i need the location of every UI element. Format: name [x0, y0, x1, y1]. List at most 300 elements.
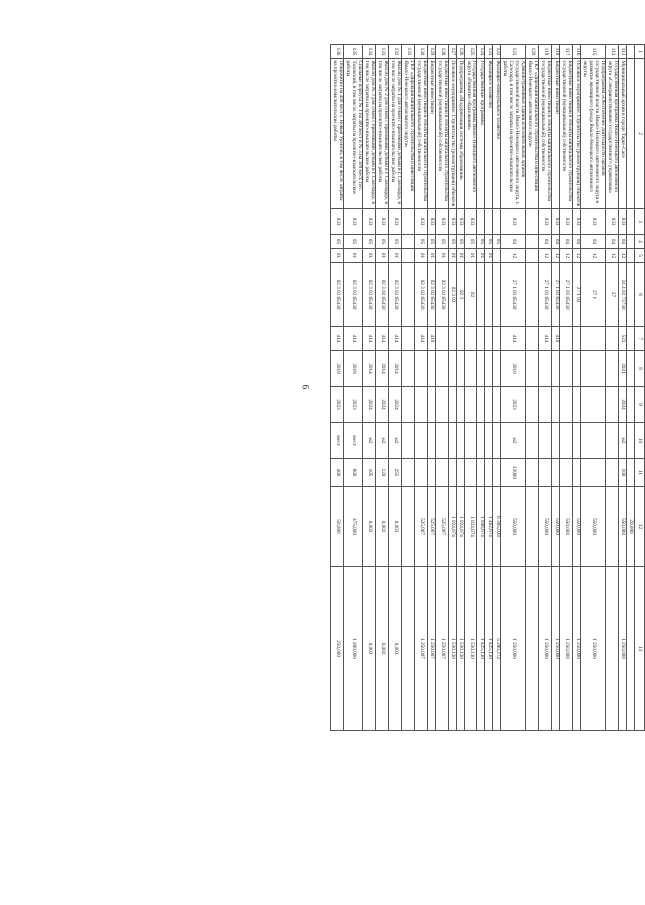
table-cell: 2019 [331, 351, 344, 387]
table-cell: 1 250,000 [552, 567, 560, 731]
table-cell [606, 351, 619, 387]
table-cell: 01 [414, 249, 427, 263]
table-cell [493, 209, 501, 235]
table-cell [573, 459, 581, 487]
table-cell [560, 387, 573, 423]
table-cell: 255 [388, 459, 401, 487]
table-cell: 2023 [331, 387, 344, 423]
table-cell: 1 250,000 [581, 567, 606, 731]
table-cell [573, 327, 581, 351]
table-cell: 525,007 [414, 487, 427, 567]
table-cell: 12 [619, 249, 627, 263]
row-description: Жилой дом № 3 для семей с приемными детьми в г. Салехарде, в том числе затраты на проектно-изыскательские работы [362, 59, 375, 209]
column-header: 10 [635, 423, 645, 459]
table-cell: м2 [619, 423, 627, 459]
table-row [435, 45, 448, 731]
table-cell [464, 387, 477, 423]
table-cell: 833 [448, 209, 456, 235]
table-cell: 0,003 [388, 567, 401, 731]
table-cell: 1 000,000 [344, 567, 363, 731]
table-cell: 27 1 [581, 263, 606, 327]
table-cell: 132 [388, 45, 401, 59]
table-cell: 1 024,674 [456, 487, 464, 567]
table-cell: 04 [619, 235, 627, 249]
table-cell [552, 459, 560, 487]
table-cell: 02 [464, 263, 477, 327]
table-cell [493, 423, 501, 459]
table-cell: 833 [606, 209, 619, 235]
table-cell [606, 387, 619, 423]
row-description: Общежитие на 400 мест г. Новый Уренгой, в том числе затраты на проектно-изыскательские работы [331, 59, 344, 209]
table-cell: 125 [464, 45, 477, 59]
table-cell [560, 327, 573, 351]
table-cell: 05 [464, 235, 477, 249]
table-row [401, 45, 414, 731]
table-cell: 833 [552, 209, 560, 235]
table-row [464, 45, 477, 731]
table-cell: 100 [619, 459, 627, 487]
table-row [493, 45, 501, 731]
table-row [606, 45, 619, 731]
table-cell: 2023 [344, 387, 363, 423]
table-cell [526, 249, 539, 263]
table-cell [464, 351, 477, 387]
table-cell: 119 [539, 45, 552, 59]
row-description: Основное мероприятие: Строительство (реконструкция) объектов [573, 59, 581, 209]
table-cell: 12 [552, 249, 560, 263]
table-cell: 136 [331, 45, 344, 59]
table-cell: 833 [362, 209, 375, 235]
table-cell [401, 209, 414, 235]
table-cell [581, 423, 606, 459]
table-cell: 2014 [375, 351, 388, 387]
row-description: Муниципальный архив в городе Тарко-Сале [619, 59, 627, 209]
table-cell: 1 024,674 [464, 487, 477, 567]
table-cell [485, 351, 493, 387]
table-cell: 1 462,674 [485, 487, 493, 567]
table-cell: 113 [619, 45, 627, 59]
table-cell [627, 209, 635, 235]
table-cell: 02 3 02 [448, 263, 456, 327]
table-cell [627, 45, 635, 59]
table-cell [627, 235, 635, 249]
table-cell: 128 [435, 45, 448, 59]
column-header: 3 [635, 209, 645, 235]
rotated-table-page [98, 44, 645, 730]
table-cell: 2024 [388, 387, 401, 423]
table-cell [493, 249, 501, 263]
table-cell [401, 423, 414, 459]
table-cell [552, 351, 560, 387]
table-cell [627, 327, 635, 351]
table-cell [448, 459, 456, 487]
table-cell: 12 [501, 249, 526, 263]
table-cell: 0,002 [362, 487, 375, 567]
table-cell [485, 327, 493, 351]
table-cell: 02 3 02 65430 [388, 263, 401, 327]
table-cell: 05 [331, 235, 344, 249]
table-cell [427, 459, 435, 487]
table-cell: м2 [375, 423, 388, 459]
table-cell [448, 387, 456, 423]
table-cell [427, 351, 435, 387]
table-cell: 1 250,000 [560, 567, 573, 731]
table-cell: 05 [375, 235, 388, 249]
table-cell: 833 [375, 209, 388, 235]
table-cell: 833 [464, 209, 477, 235]
table-cell: 12 [606, 249, 619, 263]
row-description: Жилой дом № 2 для семей с приемными детьми в г. Салехарде, в том числе затраты на проектно-изыскательские работы [375, 59, 388, 209]
table-cell: 12000 [501, 459, 526, 487]
table-cell: 27 1 03 [573, 263, 581, 327]
table-cell: м2 [388, 423, 401, 459]
table-cell [526, 487, 539, 567]
column-header: 9 [635, 387, 645, 423]
table-cell [414, 387, 427, 423]
table-cell: 118 [552, 45, 560, 59]
table-cell [627, 423, 635, 459]
table-cell: 2014 [362, 351, 375, 387]
table-cell: 1 024,674 [448, 487, 456, 567]
table-cell [464, 423, 477, 459]
table-cell [560, 423, 573, 459]
table-cell: 410 [427, 327, 435, 351]
table-cell: 1 250,000 [573, 567, 581, 731]
row-description: Жилищно-коммунальное хозяйство [493, 59, 501, 209]
table-cell: 05 [435, 235, 448, 249]
row-description: Спальные корпуса № 1 на 300 мест и № 3 на 300 мест, пос. Тазовский, в том числе затраты на проектно-изыскательские работы [344, 59, 363, 209]
table-row [552, 45, 560, 731]
row-description: ГКУ «Дирекция капитального строительства и инвестиций Ямало-Ненецкого автономного округа» [401, 59, 414, 209]
table-cell: 122 [493, 45, 501, 59]
table-cell: 833 [581, 209, 606, 235]
table-cell: 120 [526, 45, 539, 59]
table-cell: 01 [375, 249, 388, 263]
table-cell: 01 [448, 249, 456, 263]
row-description: Государственная программа Ямало-Ненецкого автономного округа «Развитие образования» [464, 59, 477, 209]
table-cell: 05 [448, 235, 456, 249]
table-cell [493, 459, 501, 487]
table-cell [552, 387, 560, 423]
table-cell: 414 [539, 327, 552, 351]
table-cell: 833 [331, 209, 344, 235]
page-number: 6 [300, 384, 311, 390]
table-cell [526, 423, 539, 459]
table-cell [581, 327, 606, 351]
table-cell [401, 567, 414, 731]
table-cell [493, 387, 501, 423]
table-cell: 27 1 03 65430 [539, 263, 552, 327]
table-cell: 833 [414, 209, 427, 235]
table-cell [581, 351, 606, 387]
row-description: Административные здания исполнительных органов государственной власти Ямало-Ненецкого автономного округа, г. Салехард, в том числе затраты на проектно-изыскательские работы [501, 59, 526, 209]
table-cell [485, 459, 493, 487]
column-header: 1 [635, 45, 645, 59]
table-cell [485, 263, 493, 327]
table-cell: 1 530,130 [464, 567, 477, 731]
table-cell: 05 [362, 235, 375, 249]
table-cell: 522 [619, 327, 627, 351]
table-cell [627, 387, 635, 423]
table-cell: 2023 [501, 387, 526, 423]
column-header: 6 [635, 263, 645, 327]
table-cell [477, 387, 485, 423]
table-cell: 105 [362, 459, 375, 487]
table-cell: 1 530,130 [448, 567, 456, 731]
table-cell: 2018 [344, 351, 363, 387]
table-cell [485, 209, 493, 235]
table-cell [627, 351, 635, 387]
table-cell: 04 [573, 235, 581, 249]
table-cell [477, 263, 485, 327]
table-cell [456, 351, 464, 387]
table-row [344, 45, 363, 731]
table-cell [526, 351, 539, 387]
table-cell [448, 423, 456, 459]
table-cell: 525,007 [427, 487, 435, 567]
row-description: Бюджетные инвестиции [552, 59, 560, 209]
table-cell: 2024 [619, 387, 627, 423]
table-cell: 833 [539, 209, 552, 235]
table-cell: 12 [539, 249, 552, 263]
table-cell: м2 [362, 423, 375, 459]
table-cell: 131 [401, 45, 414, 59]
table-cell: 833 [435, 209, 448, 235]
table-row [375, 45, 388, 731]
table-cell: 1 250,000 [501, 567, 526, 731]
table-cell: 04 [560, 235, 573, 249]
table-cell: 550,000 [573, 487, 581, 567]
table-row [362, 45, 375, 731]
table-cell: 20,000 [627, 487, 635, 567]
table-cell: 550,000 [560, 487, 573, 567]
table-cell: 414 [388, 327, 401, 351]
table-cell: 550,000 [619, 487, 627, 567]
table-cell: 27 1 03 65430 [560, 263, 573, 327]
table-cell: 27 [606, 263, 619, 327]
row-description: Государственная программа Ямало-Ненецкого автономного округа «Совершенствование государственного управления» [606, 59, 619, 209]
table-cell: 414 [501, 327, 526, 351]
table-cell: 0,002 [362, 567, 375, 731]
table-cell: 833 [573, 209, 581, 235]
table-cell: 600 [344, 459, 363, 487]
column-header: 5 [635, 249, 645, 263]
table-cell: 550,000 [581, 487, 606, 567]
table-cell: 1 250,007 [435, 567, 448, 731]
table-cell: 2024 [362, 387, 375, 423]
table-cell [526, 327, 539, 351]
table-row [331, 45, 344, 731]
table-cell [627, 567, 635, 731]
table-cell: 414 [414, 327, 427, 351]
table-cell [627, 263, 635, 327]
table-cell: 0,002 [375, 567, 388, 731]
column-header: 7 [635, 327, 645, 351]
table-cell: 0,002 [375, 487, 388, 567]
row-description: Жилищное хозяйство [485, 59, 493, 209]
table-cell: 01 [388, 249, 401, 263]
table-cell [414, 423, 427, 459]
table-cell: 400 [331, 459, 344, 487]
table-cell [448, 327, 456, 351]
table-cell [456, 387, 464, 423]
table-cell: 120 [375, 459, 388, 487]
table-cell: 02 3 02 65430 [362, 263, 375, 327]
table-row [560, 45, 573, 731]
table-cell: 550,000 [552, 487, 560, 567]
table-cell: 12 [560, 249, 573, 263]
table-cell: 126 [456, 45, 464, 59]
table-cell: 135 [344, 45, 363, 59]
table-cell: 124 [477, 45, 485, 59]
table-cell [539, 387, 552, 423]
table-cell [456, 327, 464, 351]
table-row [501, 45, 526, 731]
table-cell: 01 [485, 249, 493, 263]
investment-table [330, 44, 645, 731]
table-cell: 475,000 [344, 487, 363, 567]
table-cell: 115 [581, 45, 606, 59]
column-header: 12 [635, 487, 645, 567]
table-cell [401, 327, 414, 351]
table-cell: 02 3 02 65430 [375, 263, 388, 327]
table-row [414, 45, 427, 731]
table-cell: 01 [362, 249, 375, 263]
table-cell [401, 235, 414, 249]
table-cell: 414 [344, 327, 363, 351]
table-cell [456, 423, 464, 459]
table-cell: 05 [485, 235, 493, 249]
table-cell: 1 530,130 [456, 567, 464, 731]
table-cell [526, 263, 539, 327]
table-cell: 1 250,000 [539, 567, 552, 731]
table-cell: 5 280,272 [493, 567, 501, 731]
table-cell: 2021 [619, 351, 627, 387]
table-cell [606, 423, 619, 459]
column-header: 4 [635, 235, 645, 249]
table-cell: 02 3 02 65430 [331, 263, 344, 327]
table-cell [493, 351, 501, 387]
table-cell [606, 567, 619, 731]
table-cell [573, 423, 581, 459]
table-cell: 04 [606, 235, 619, 249]
column-header: 2 [635, 59, 645, 209]
table-cell [539, 423, 552, 459]
table-cell [414, 351, 427, 387]
table-cell [539, 351, 552, 387]
table-cell: 117 [560, 45, 573, 59]
table-cell: 2010 [501, 351, 526, 387]
row-description: ГКУ «Дирекция капитального строительства и инвестиций Ямало-Ненецкого автономного округа» [526, 59, 539, 209]
table-row [619, 45, 627, 731]
table-cell [526, 387, 539, 423]
table-cell: 833 [560, 209, 573, 235]
table-cell: 116 [573, 45, 581, 59]
table-cell: 1 250,007 [427, 567, 435, 731]
table-cell: 2014 [388, 351, 401, 387]
row-description: Основное мероприятие: Строительство (реконструкция) объектов [448, 59, 456, 209]
table-cell [401, 351, 414, 387]
table-cell: 833 [427, 209, 435, 235]
table-cell [427, 423, 435, 459]
table-cell: 02 3 02 65430 [435, 263, 448, 327]
table-cell [448, 351, 456, 387]
column-header: 13 [635, 567, 645, 731]
table-cell [485, 387, 493, 423]
table-cell [526, 209, 539, 235]
table-cell: 833 [388, 209, 401, 235]
table-cell [606, 327, 619, 351]
table-cell: 02 3 [456, 263, 464, 327]
table-cell: 833 [619, 209, 627, 235]
table-cell: 6 365,028 [493, 487, 501, 567]
table-cell: 05 [493, 235, 501, 249]
table-row [477, 45, 485, 731]
table-cell [477, 209, 485, 235]
table-cell: 05 [414, 235, 427, 249]
table-cell [526, 235, 539, 249]
table-cell: 1 425,130 [485, 567, 493, 731]
table-cell: 24 4 02 73730 [619, 263, 627, 327]
table-cell: 05 [477, 235, 485, 249]
table-cell: 04 [539, 235, 552, 249]
table-cell: 414 [331, 327, 344, 351]
table-cell: 1 250,007 [414, 567, 427, 731]
table-cell: 130 [414, 45, 427, 59]
table-cell [552, 423, 560, 459]
table-cell: 02 3 02 65430 [344, 263, 363, 327]
table-cell [560, 459, 573, 487]
table-cell [414, 459, 427, 487]
table-body [331, 45, 635, 731]
row-description: Бюджетные инвестиции в объекты капитального строительства государственной (муниципальной) собственности [435, 59, 448, 209]
table-cell [485, 423, 493, 459]
table-cell: 01 [456, 249, 464, 263]
row-description: Бюджетные инвестиции в объекты капитального строительства государственной (муниципальной) собственности [560, 59, 573, 209]
table-header-row [635, 45, 645, 731]
table-cell: 123 [485, 45, 493, 59]
table-cell: 12 [581, 249, 606, 263]
table-row [581, 45, 606, 731]
table-cell [573, 387, 581, 423]
table-cell: 1 046,674 [477, 487, 485, 567]
table-cell: 0,003 [388, 487, 401, 567]
table-cell: 01 [331, 249, 344, 263]
table-cell [526, 459, 539, 487]
table-cell [435, 327, 448, 351]
table-cell [606, 487, 619, 567]
table-cell: 04 [501, 235, 526, 249]
table-cell [401, 459, 414, 487]
table-cell [560, 351, 573, 387]
table-cell: 27 1 03 65430 [501, 263, 526, 327]
table-cell: 525,007 [435, 487, 448, 567]
table-cell: 1 250,000 [619, 567, 627, 731]
table-cell: 01 [464, 249, 477, 263]
table-cell: 04 [552, 235, 560, 249]
table-row [427, 45, 435, 731]
table-cell [627, 249, 635, 263]
column-header: 8 [635, 351, 645, 387]
table-cell [477, 459, 485, 487]
table-cell [526, 567, 539, 731]
table-cell: 02 3 02 65430 [427, 263, 435, 327]
row-description: Подпрограмма «Обеспечение деятельности органов государственной власти Ямало-Ненецкого автономного округа и развитие жилищного фонда Ямало-Ненецкого автономного округа» [581, 59, 606, 209]
table-cell [435, 423, 448, 459]
table-cell: 05 [456, 235, 464, 249]
table-cell [427, 387, 435, 423]
table-cell: 414 [362, 327, 375, 351]
